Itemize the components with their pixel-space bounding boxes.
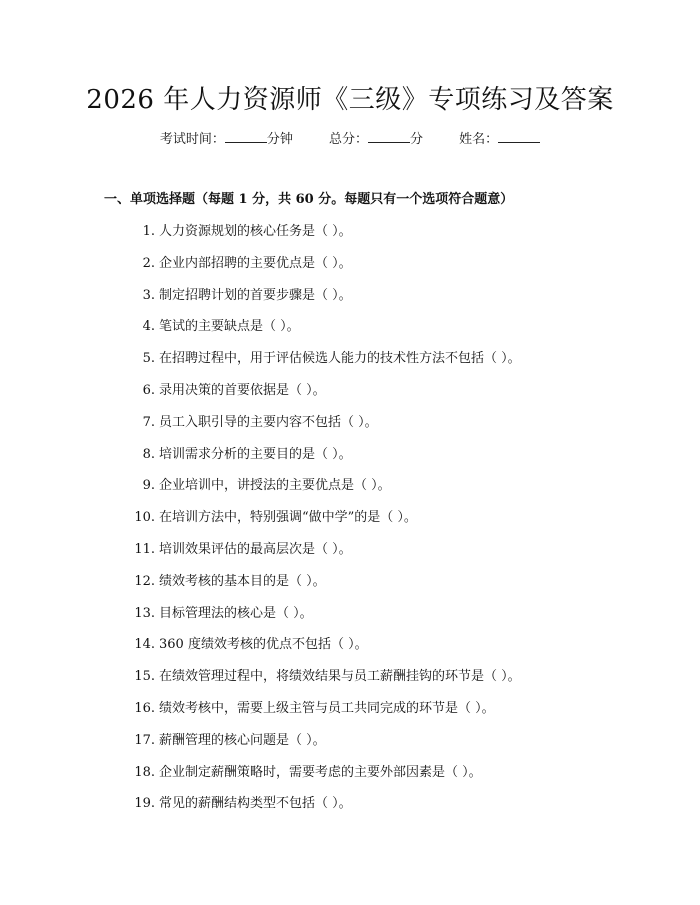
question-text: 培训需求分析的主要目的是（ ）。	[159, 446, 352, 462]
question-number: 1.	[142, 224, 155, 239]
question-text: 绩效考核的基本目的是（ ）。	[159, 573, 326, 589]
question-number: 5.	[142, 351, 155, 367]
question-item	[0, 699, 700, 731]
question-text: 企业培训中，讲授法的主要优点是（ ）。	[159, 478, 391, 494]
name-field	[459, 130, 540, 150]
question-text: 笔试的主要缺点是（ ）。	[159, 319, 300, 335]
question-number: 8.	[142, 446, 155, 462]
question-item	[0, 381, 700, 413]
question-item	[0, 508, 700, 540]
question-number: 10.	[134, 510, 155, 526]
question-number: 13.	[134, 605, 155, 621]
question-text: 人力资源规划的核心任务是（ ）。	[159, 224, 352, 239]
question-text: 常见的薪酬结构类型不包括（ ）。	[159, 796, 352, 812]
total-score-unit: 分	[410, 132, 424, 147]
question-number: 12.	[134, 573, 155, 589]
question-number: 18.	[134, 764, 155, 780]
question-item	[0, 476, 700, 508]
total-score-blank	[368, 130, 410, 143]
exam-time-blank	[225, 130, 267, 143]
question-item	[0, 635, 700, 667]
question-item	[0, 604, 700, 636]
page-title: 2026 年人力资源师《三级》专项练习及答案	[86, 85, 614, 115]
question-text: 培训效果评估的最高层次是（ ）。	[159, 541, 352, 557]
question-number: 14.	[134, 637, 155, 653]
question-text: 录用决策的首要依据是（ ）。	[159, 382, 326, 398]
question-number: 19.	[134, 796, 155, 812]
question-item	[0, 763, 700, 795]
question-text: 在绩效管理过程中，将绩效结果与员工薪酬挂钩的环节是（ ）。	[159, 669, 521, 685]
exam-time-unit: 分钟	[266, 132, 293, 147]
question-item	[0, 540, 700, 572]
total-score-label: 总分：	[328, 132, 368, 147]
question-number: 9.	[142, 478, 155, 494]
question-text: 员工入职引导的主要内容不包括（ ）。	[159, 414, 378, 430]
question-number: 3.	[142, 287, 155, 303]
question-item	[0, 572, 700, 604]
question-item	[0, 667, 700, 699]
question-item	[0, 445, 700, 477]
question-item	[0, 254, 700, 286]
question-text: 企业制定薪酬策略时，需要考虑的主要外部因素是（ ）。	[159, 764, 482, 780]
question-number: 15.	[134, 669, 155, 685]
question-number: 17.	[134, 732, 155, 748]
question-text: 在招聘过程中，用于评估候选人能力的技术性方法不包括（ ）。	[159, 351, 521, 367]
question-text: 在培训方法中，特别强调“做中学”的是（ ）。	[159, 510, 417, 526]
question-number: 4.	[142, 319, 155, 335]
question-number: 16.	[134, 700, 155, 716]
question-number: 7.	[142, 414, 155, 430]
section-heading: 一、单项选择题（每题 1 分，共 60 分。每题只有一个选项符合题意）	[104, 192, 514, 207]
question-list	[0, 222, 700, 826]
question-item	[0, 317, 700, 349]
name-label: 姓名：	[459, 132, 499, 147]
question-text: 360 度绩效考核的优点不包括（ ）。	[159, 637, 368, 653]
question-text: 目标管理法的核心是（ ）。	[159, 605, 313, 621]
exam-info-line	[0, 130, 700, 150]
question-item	[0, 222, 700, 254]
question-item	[0, 349, 700, 381]
question-item	[0, 794, 700, 826]
question-text: 企业内部招聘的主要优点是（ ）。	[159, 255, 352, 271]
exam-time-field	[160, 130, 293, 150]
question-text: 制定招聘计划的首要步骤是（ ）。	[159, 287, 352, 303]
question-item	[0, 286, 700, 318]
question-item	[0, 413, 700, 445]
question-text: 薪酬管理的核心问题是（ ）。	[159, 732, 326, 748]
question-number: 2.	[142, 255, 155, 271]
question-text: 绩效考核中，需要上级主管与员工共同完成的环节是（ ）。	[159, 700, 495, 716]
exam-time-label: 考试时间：	[159, 132, 225, 147]
total-score-field	[329, 130, 423, 150]
question-item	[0, 731, 700, 763]
question-number: 6.	[142, 382, 155, 398]
question-number: 11.	[134, 541, 155, 557]
name-blank	[498, 130, 540, 143]
